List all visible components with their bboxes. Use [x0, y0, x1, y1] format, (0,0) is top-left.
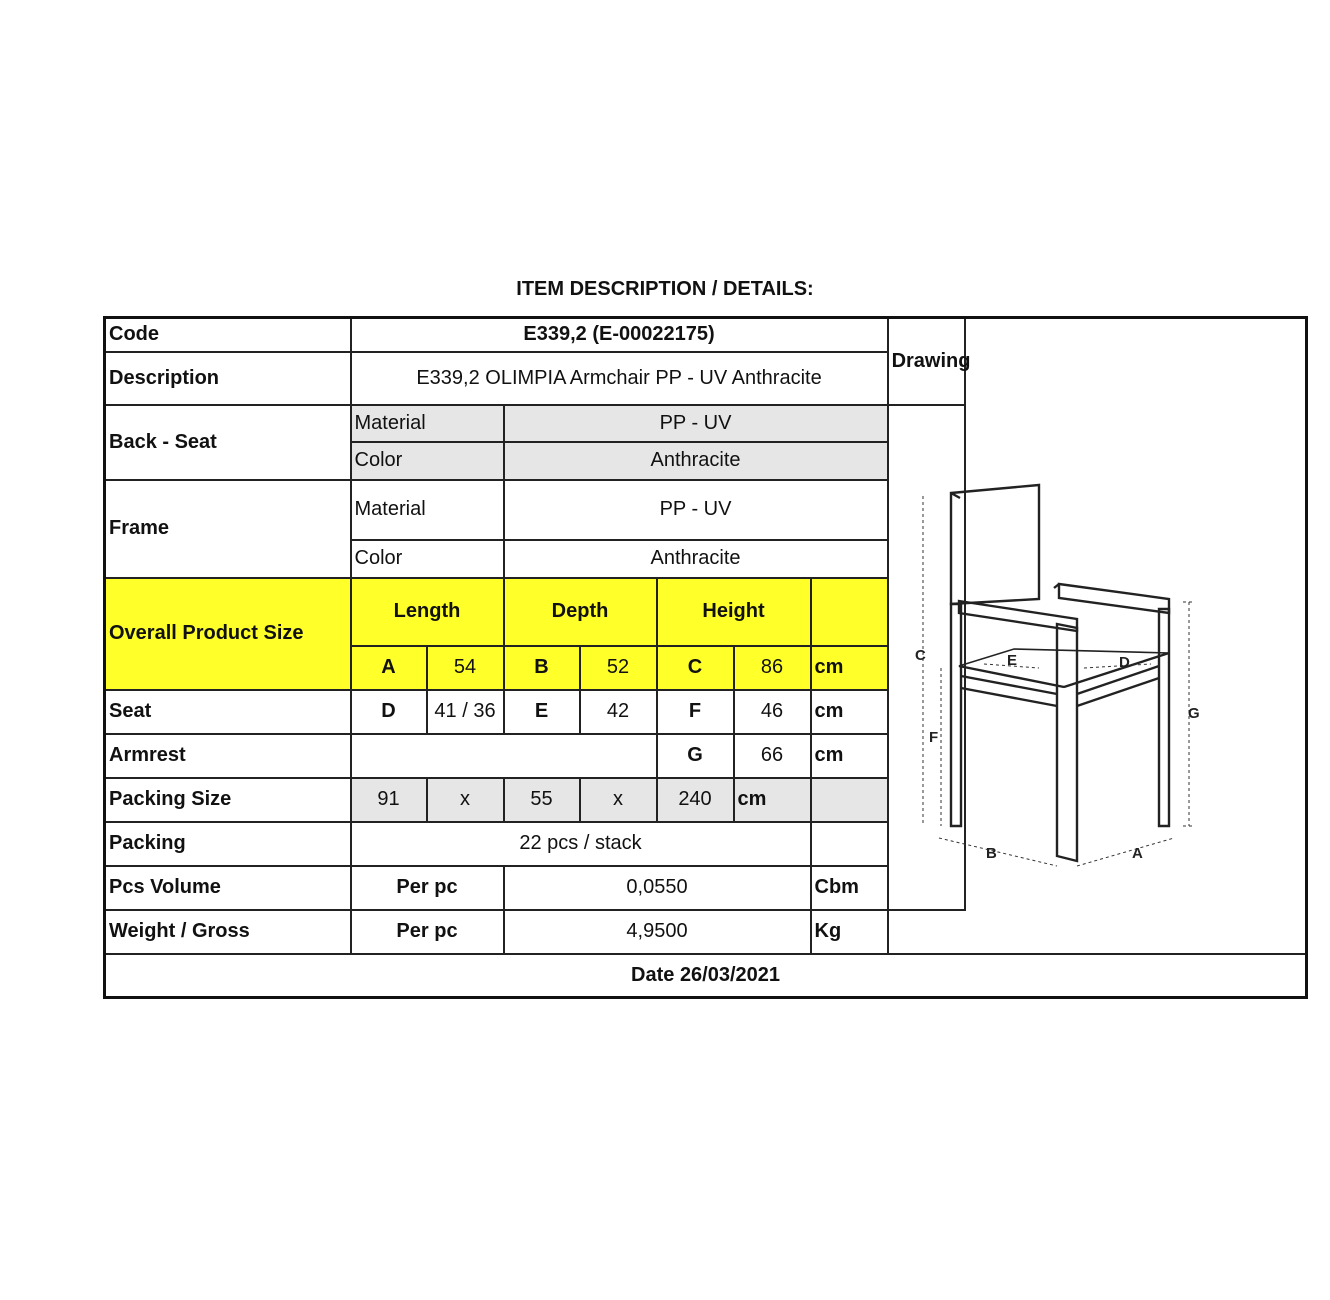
- drawing-label-f: F: [928, 728, 938, 746]
- dim-e-letter: E: [504, 690, 580, 734]
- description-row: [105, 352, 1307, 405]
- weight-label: Weight / Gross: [105, 910, 351, 954]
- dim-d-value: 41 / 36: [427, 690, 504, 734]
- packing-size-x1: x: [427, 778, 504, 822]
- date-value: Date 26/03/2021: [105, 954, 1307, 998]
- code-row: [105, 318, 1307, 352]
- armrest-unit: cm: [811, 734, 888, 778]
- item-details-table: [103, 316, 1308, 999]
- dim-e-value: 42: [580, 690, 657, 734]
- drawing-label-g: G: [1187, 704, 1200, 722]
- height-label: Height: [657, 578, 811, 646]
- packing-spacer: [811, 822, 888, 866]
- seat-unit: cm: [811, 690, 888, 734]
- pcs-volume-unit: Cbm: [811, 866, 888, 910]
- dim-g-letter: G: [657, 734, 734, 778]
- dim-a-letter: A: [351, 646, 427, 690]
- back-seat-color-label: Color: [351, 442, 504, 480]
- pcs-volume-value: 0,0550: [504, 866, 811, 910]
- packing-label: Packing: [105, 822, 351, 866]
- packing-size-x2: x: [580, 778, 657, 822]
- dim-a-value: 54: [427, 646, 504, 690]
- weight-unit: Kg: [811, 910, 888, 954]
- drawing-label-d: D: [1118, 653, 1130, 671]
- overall-spacer: [811, 578, 888, 646]
- packing-size-v3: 240: [657, 778, 734, 822]
- dim-c-value: 86: [734, 646, 811, 690]
- packing-size-v1: 91: [351, 778, 427, 822]
- packing-value: 22 pcs / stack: [351, 822, 811, 866]
- description-value: E339,2 OLIMPIA Armchair PP - UV Anthracite: [351, 352, 888, 405]
- code-label: Code: [105, 318, 351, 352]
- length-label: Length: [351, 578, 504, 646]
- dim-c-letter: C: [657, 646, 734, 690]
- code-value: E339,2 (E-00022175): [351, 318, 888, 352]
- document-title: ITEM DESCRIPTION / DETAILS:: [516, 278, 814, 300]
- dim-g-value: 66: [734, 734, 811, 778]
- chair-drawing: [889, 406, 1229, 909]
- back-seat-material-label: Material: [351, 405, 504, 442]
- depth-label: Depth: [504, 578, 657, 646]
- chair-drawing-cell: [888, 405, 1200, 910]
- armrest-label: Armrest: [105, 734, 351, 778]
- dim-f-letter: F: [657, 690, 734, 734]
- weight-per: Per pc: [351, 910, 504, 954]
- weight-row: [105, 910, 1307, 954]
- packing-size-unit: cm: [734, 778, 811, 822]
- seat-label: Seat: [105, 690, 351, 734]
- back-seat-color-value: Anthracite: [504, 442, 888, 480]
- overall-size-label: Overall Product Size: [105, 578, 351, 690]
- dim-b-value: 52: [580, 646, 657, 690]
- frame-material-label: Material: [351, 480, 504, 540]
- packing-size-label: Packing Size: [105, 778, 351, 822]
- dim-b-letter: B: [504, 646, 580, 690]
- packing-size-spacer: [811, 778, 888, 822]
- armrest-blank: [351, 734, 657, 778]
- pcs-volume-label: Pcs Volume: [105, 866, 351, 910]
- packing-size-v2: 55: [504, 778, 580, 822]
- frame-material-value: PP - UV: [504, 480, 888, 540]
- drawing-label-e: E: [1006, 651, 1017, 669]
- drawing-header: Drawing: [888, 318, 965, 405]
- drawing-label-c: C: [914, 646, 926, 664]
- frame-color-label: Color: [351, 540, 504, 578]
- frame-label: Frame: [105, 480, 351, 578]
- overall-unit: cm: [811, 646, 888, 690]
- back-seat-material-row: [105, 405, 1307, 442]
- frame-color-value: Anthracite: [504, 540, 888, 578]
- dim-f-value: 46: [734, 690, 811, 734]
- drawing-label-a: A: [1131, 844, 1143, 862]
- dim-d-letter: D: [351, 690, 427, 734]
- description-label: Description: [105, 352, 351, 405]
- pcs-volume-per: Per pc: [351, 866, 504, 910]
- weight-value: 4,9500: [504, 910, 811, 954]
- date-row: [105, 954, 1307, 998]
- drawing-label-b: B: [985, 844, 997, 862]
- back-seat-label: Back - Seat: [105, 405, 351, 480]
- back-seat-material-value: PP - UV: [504, 405, 888, 442]
